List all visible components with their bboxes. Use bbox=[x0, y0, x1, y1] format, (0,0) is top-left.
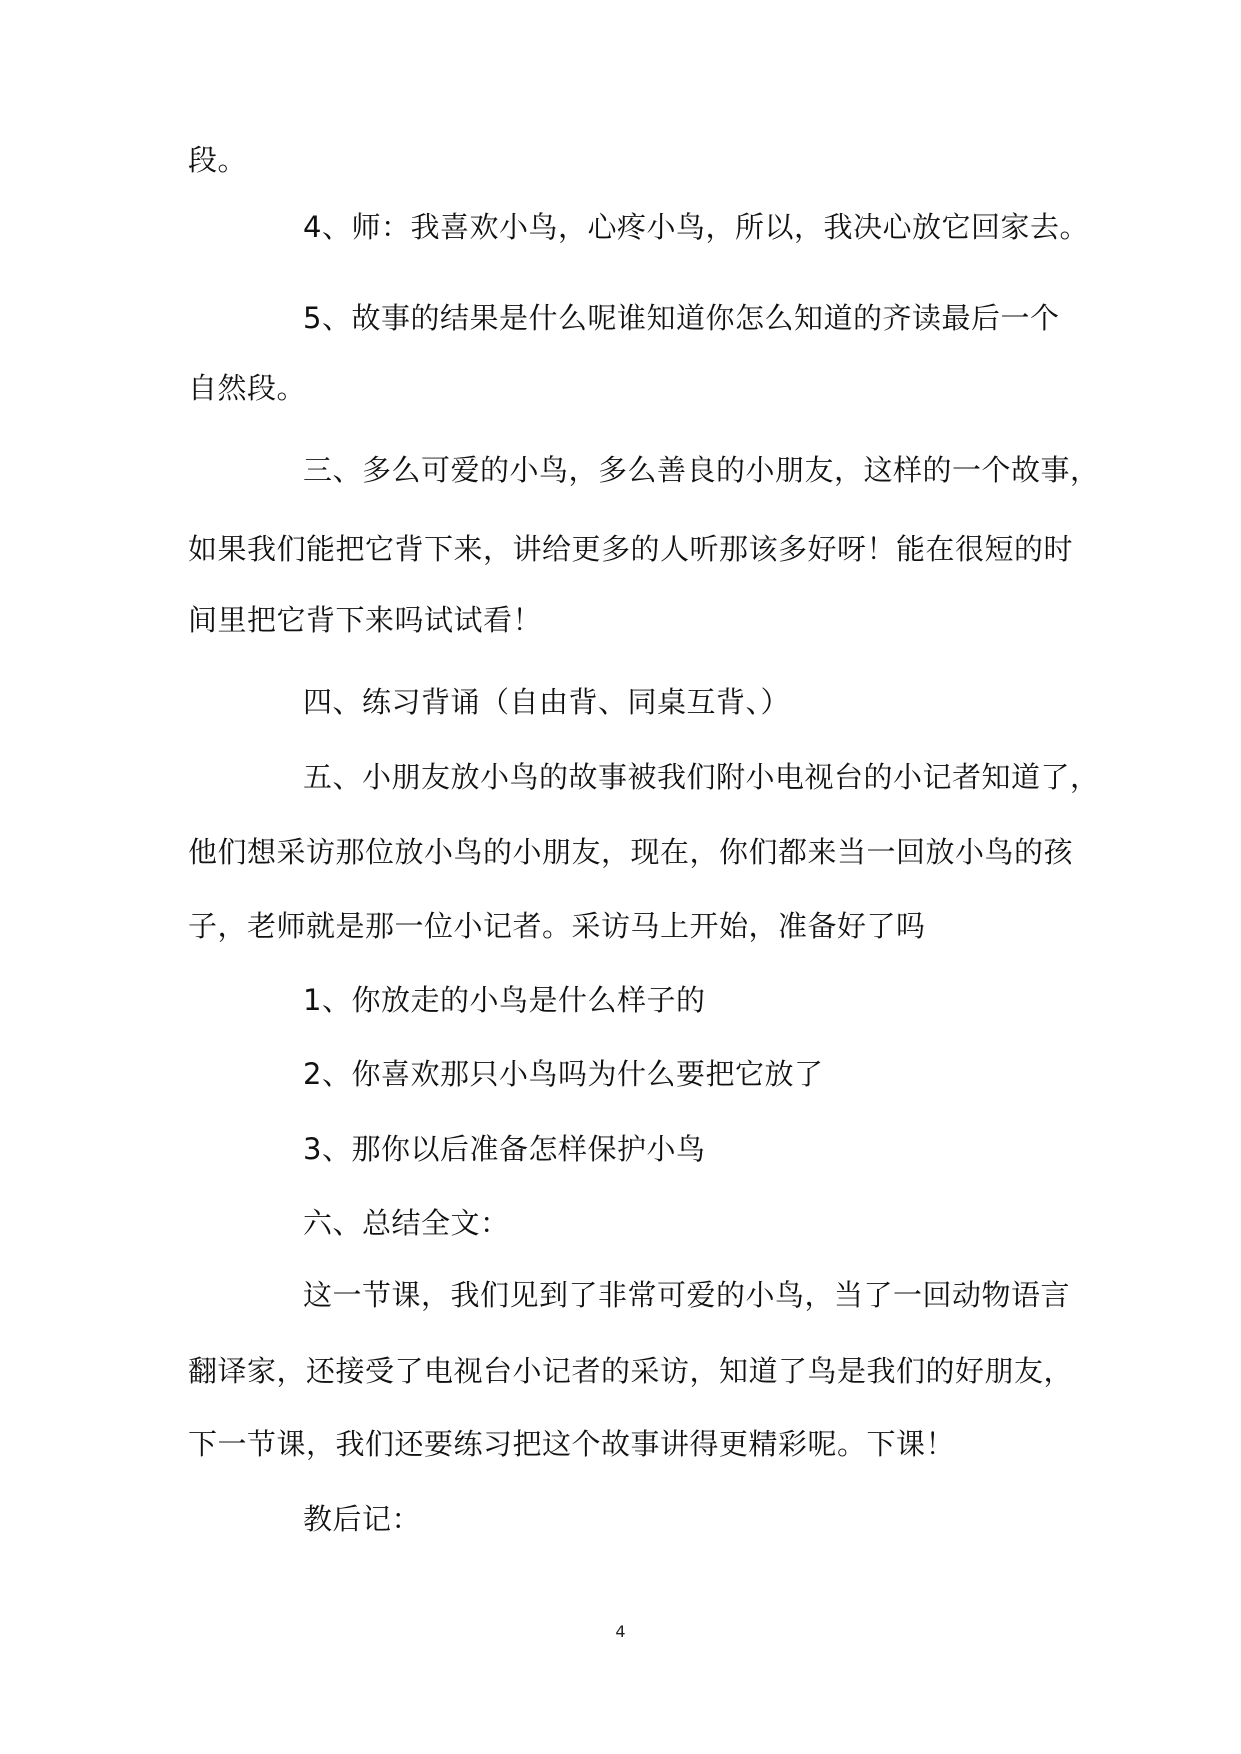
text-line: 翻译家，还接受了电视台小记者的采访，知道了鸟是我们的好朋友， bbox=[188, 1354, 1074, 1388]
text-line: 五、小朋友放小鸟的故事被我们附小电视台的小记者知道了， bbox=[303, 760, 1100, 794]
text-line: 5、故事的结果是什么呢谁知道你怎么知道的齐读最后一个 bbox=[303, 301, 1060, 335]
text-line: 三、多么可爱的小鸟，多么善良的小朋友，这样的一个故事， bbox=[303, 453, 1100, 487]
text-line: 如果我们能把它背下来，讲给更多的人听那该多好呀！能在很短的时 bbox=[188, 532, 1074, 566]
text-line: 下一节课，我们还要练习把这个故事讲得更精彩呢。下课！ bbox=[188, 1427, 956, 1461]
page-number: 4 bbox=[615, 1622, 626, 1641]
text-line: 2、你喜欢那只小鸟吗为什么要把它放了 bbox=[303, 1057, 824, 1091]
text-line: 四、练习背诵（自由背、同桌互背、） bbox=[303, 685, 791, 719]
text-line: 3、那你以后准备怎样保护小鸟 bbox=[303, 1132, 706, 1166]
text-line: 4、师：我喜欢小鸟，心疼小鸟，所以，我决心放它回家去。 bbox=[303, 210, 1089, 244]
text-line: 段。 bbox=[188, 143, 248, 177]
text-line: 他们想采访那位放小鸟的小朋友，现在，你们都来当一回放小鸟的孩 bbox=[188, 835, 1074, 869]
text-line: 六、总结全文： bbox=[303, 1206, 510, 1240]
text-line: 子，老师就是那一位小记者。采访马上开始，准备好了吗 bbox=[188, 909, 926, 943]
text-line: 教后记： bbox=[303, 1502, 422, 1536]
text-line: 自然段。 bbox=[188, 371, 307, 405]
text-line: 这一节课，我们见到了非常可爱的小鸟，当了一回动物语言 bbox=[303, 1278, 1071, 1312]
text-line: 1、你放走的小鸟是什么样子的 bbox=[303, 983, 706, 1017]
text-line: 间里把它背下来吗试试看！ bbox=[188, 603, 543, 637]
